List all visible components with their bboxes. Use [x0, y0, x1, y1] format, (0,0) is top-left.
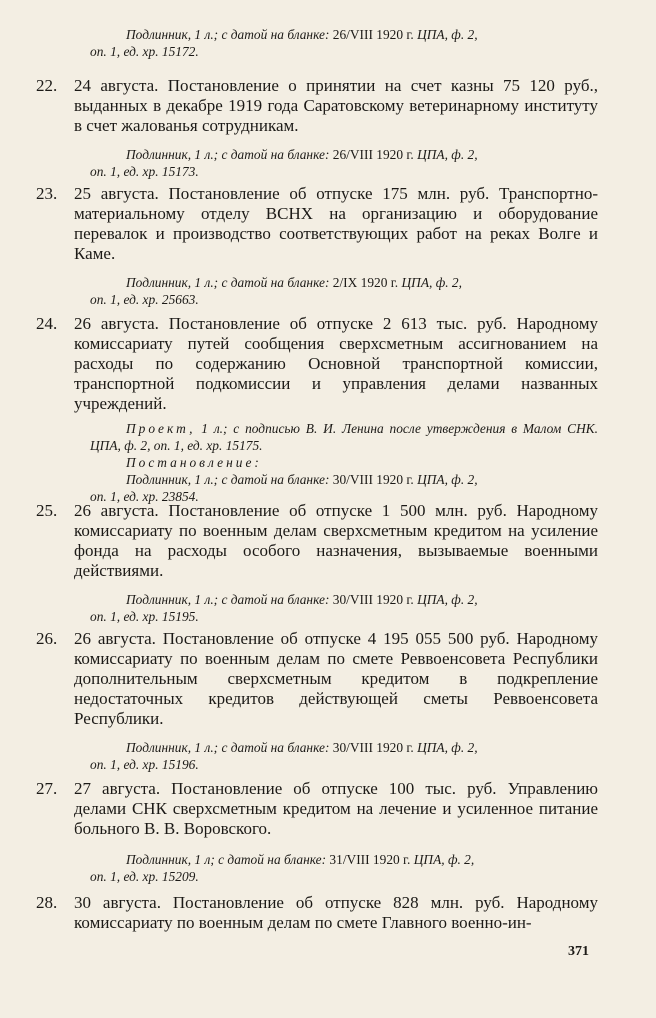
entry-text: 27 августа. Постановление об отпуске 100 тыс. руб. Управлению делами СНК сверхсметным кредитом на лечение и усиленное питание больного В. В. Воровского.	[74, 779, 598, 838]
entry-24	[36, 314, 598, 505]
source-note: Подлинник, 1 л; с датой на бланке: 31/VIII 1920 г. ЦПА, ф. 2, оп. 1, ед. хр. 15209.	[90, 852, 475, 884]
entry-27	[36, 779, 598, 885]
source-note: Проект, 1 л.; с подписью В. И. Ленина после утверждения в Малом СНК. ЦПА, ф. 2, оп. 1, ед. хр. 15175. Постановление: Подлинник, 1 л.; с датой на бланке: 30/VIII 1920 г. ЦПА, ф. 2, оп. 1, ед. хр. 23854.	[90, 421, 598, 504]
entry-text: 26 августа. Постановление об отпуске 4 195 055 500 руб. Народному комиссариату по военным делам по смете Реввоенсовета Республики дополнительным сверхсметным кредитом в подкрепление недостаточных кредитов действующей сметы Реввоенсовета Республики.	[74, 629, 598, 728]
source-prefix: Подлинник, 1 л.; с датой на бланке:	[126, 27, 330, 42]
source-date: 26/VIII 1920 г.	[332, 27, 414, 42]
entry-23	[36, 184, 598, 308]
decree-label: Постановление:	[126, 455, 262, 470]
draft-label: Проект,	[126, 421, 196, 436]
entry-number: 26.	[36, 629, 58, 648]
entry-22	[36, 76, 598, 180]
source-archive: ЦПА, ф. 2,	[417, 27, 478, 42]
entry-number: 23.	[36, 184, 58, 203]
draft-text: 1 л.; с подписью В. И. Ленина после утверждения в Малом СНК. ЦПА, ф. 2, оп. 1, ед. хр. 15175.	[90, 421, 598, 453]
entry-number: 28.	[36, 893, 58, 912]
entry-25	[36, 501, 598, 625]
entry-26	[36, 629, 598, 773]
entry-number: 22.	[36, 76, 58, 95]
source-ref: оп. 1, ед. хр. 15172.	[90, 44, 199, 59]
entry-text: 26 августа. Постановление об отпуске 2 613 тыс. руб. Народному комиссариату путей сообщения сверхсметным ассигнованием на расходы по содержанию Основной транспортной комиссии, транспортной подкомиссии и управления делами названных учреждений.	[74, 314, 598, 413]
entry-text: 26 августа. Постановление об отпуске 1 500 млн. руб. Народному комиссариату по военным делам сверхсметным кредитом на усиление фонда на расходы особого назначения, вызываемые военными действиями.	[74, 501, 598, 580]
entry-text: 24 августа. Постановление о принятии на счет казны 75 120 руб., выданных в декабре 1919 года Саратовскому ветеринарному институту в счет жалованья сотрудникам.	[74, 76, 598, 135]
entry-text: 30 августа. Постановление об отпуске 828 млн. руб. Народному комиссариату по военным делам по смете Главного военно-ин-	[74, 893, 598, 932]
top-source-note	[36, 26, 598, 60]
entry-number: 27.	[36, 779, 58, 798]
page-number: 371	[568, 944, 589, 959]
entry-number: 25.	[36, 501, 58, 520]
source-note: Подлинник, 1 л.; с датой на бланке: 2/IX 1920 г. ЦПА, ф. 2, оп. 1, ед. хр. 25663.	[90, 275, 462, 307]
source-note: Подлинник, 1 л.; с датой на бланке: 26/VIII 1920 г. ЦПА, ф. 2, оп. 1, ед. хр. 15173.	[90, 147, 478, 179]
source-note: Подлинник, 1 л.; с датой на бланке: 30/VIII 1920 г. ЦПА, ф. 2, оп. 1, ед. хр. 15195.	[90, 592, 478, 624]
entry-text: 25 августа. Постановление об отпуске 175 млн. руб. Транспортно-материальному отделу ВСНХ на организацию и оборудование перевалок и производство соответствующих работ на реках Волге и Каме.	[74, 184, 598, 263]
source-note: Подлинник, 1 л.; с датой на бланке: 30/VIII 1920 г. ЦПА, ф. 2, оп. 1, ед. хр. 15196.	[90, 740, 478, 772]
entry-number: 24.	[36, 314, 58, 333]
entry-28	[36, 893, 598, 933]
